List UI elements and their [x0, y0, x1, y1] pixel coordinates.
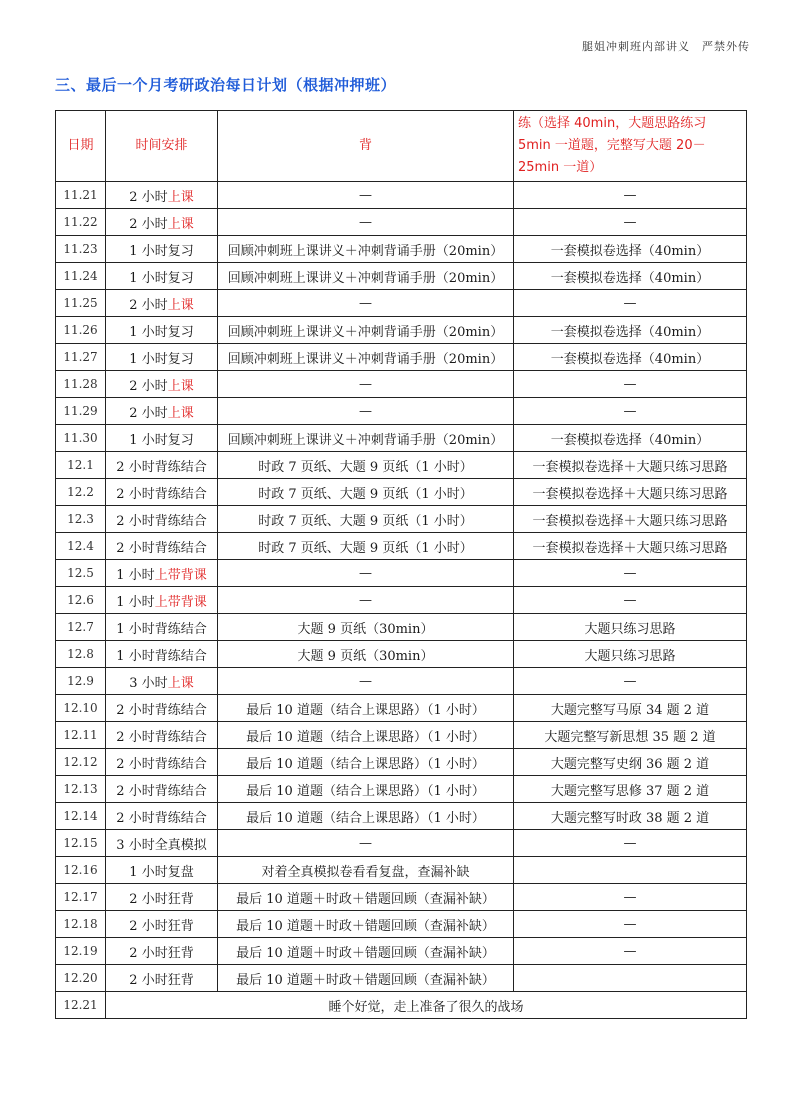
lian-cell: —	[514, 209, 747, 236]
date-cell: 11.22	[56, 209, 106, 236]
time-text: 1 小时复盘	[129, 864, 194, 880]
date-cell: 12.12	[56, 749, 106, 776]
table-row	[56, 938, 747, 965]
bei-cell: —	[218, 371, 514, 398]
table-row	[56, 344, 747, 371]
table-row	[56, 506, 747, 533]
time-highlight: 上课	[167, 405, 194, 421]
time-highlight: 上课	[167, 297, 194, 313]
time-text: 1 小时复习	[129, 351, 194, 367]
lian-cell: —	[514, 560, 747, 587]
bei-cell: 回顾冲刺班上课讲义＋冲刺背诵手册（20min）	[218, 317, 514, 344]
time-cell	[106, 803, 218, 830]
table-row	[56, 452, 747, 479]
date-cell: 12.6	[56, 587, 106, 614]
date-cell: 11.30	[56, 425, 106, 452]
bei-cell: 最后 10 道题（结合上课思路）（1 小时）	[218, 722, 514, 749]
time-cell	[106, 425, 218, 452]
time-text: 2 小时背练结合	[116, 486, 207, 502]
table-row	[56, 425, 747, 452]
bei-cell: —	[218, 398, 514, 425]
time-cell	[106, 641, 218, 668]
table-row	[56, 884, 747, 911]
date-cell: 12.2	[56, 479, 106, 506]
bei-cell: —	[218, 587, 514, 614]
table-row	[56, 776, 747, 803]
time-text: 1 小时	[116, 594, 155, 610]
time-cell	[106, 830, 218, 857]
lian-cell: 一套模拟卷选择（40min）	[514, 425, 747, 452]
time-cell	[106, 884, 218, 911]
schedule-table	[55, 110, 747, 1019]
bei-cell: 最后 10 道题＋时政＋错题回顾（查漏补缺）	[218, 938, 514, 965]
date-cell: 12.5	[56, 560, 106, 587]
time-text: 2 小时	[129, 189, 168, 205]
lian-cell: —	[514, 290, 747, 317]
lian-cell: 一套模拟卷选择（40min）	[514, 317, 747, 344]
date-cell: 12.19	[56, 938, 106, 965]
time-text: 1 小时	[116, 567, 155, 583]
table-row	[56, 479, 747, 506]
lian-cell: 大题完整写马原 34 题 2 道	[514, 695, 747, 722]
date-cell: 12.10	[56, 695, 106, 722]
time-cell	[106, 614, 218, 641]
time-cell	[106, 965, 218, 992]
time-cell	[106, 911, 218, 938]
time-text: 2 小时	[129, 216, 168, 232]
date-cell: 12.11	[56, 722, 106, 749]
table-row	[56, 209, 747, 236]
date-cell: 12.20	[56, 965, 106, 992]
bei-cell: 最后 10 道题＋时政＋错题回顾（查漏补缺）	[218, 884, 514, 911]
date-cell: 12.21	[56, 992, 106, 1019]
bei-cell: 最后 10 道题（结合上课思路）（1 小时）	[218, 803, 514, 830]
lian-cell: 一套模拟卷选择＋大题只练习思路	[514, 479, 747, 506]
time-cell	[106, 857, 218, 884]
time-cell	[106, 587, 218, 614]
table-row	[56, 236, 747, 263]
time-text: 1 小时背练结合	[116, 621, 207, 637]
lian-cell: 一套模拟卷选择＋大题只练习思路	[514, 506, 747, 533]
bei-cell: 时政 7 页纸、大题 9 页纸（1 小时）	[218, 479, 514, 506]
lian-cell: —	[514, 587, 747, 614]
date-cell: 12.15	[56, 830, 106, 857]
table-row	[56, 695, 747, 722]
time-text: 2 小时	[129, 297, 168, 313]
time-text: 2 小时狂背	[129, 972, 194, 988]
lian-cell: —	[514, 668, 747, 695]
table-row	[56, 722, 747, 749]
lian-cell: —	[514, 182, 747, 209]
time-cell	[106, 938, 218, 965]
bei-cell: —	[218, 560, 514, 587]
header-date: 日期	[56, 111, 106, 182]
bei-cell: 对着全真模拟卷看看复盘，查漏补缺	[218, 857, 514, 884]
lian-cell: 一套模拟卷选择（40min）	[514, 344, 747, 371]
time-cell	[106, 209, 218, 236]
date-cell: 12.9	[56, 668, 106, 695]
time-text: 2 小时狂背	[129, 945, 194, 961]
header-bei: 背	[218, 111, 514, 182]
time-text: 2 小时	[129, 378, 168, 394]
date-cell: 11.21	[56, 182, 106, 209]
time-cell	[106, 317, 218, 344]
bei-cell: 时政 7 页纸、大题 9 页纸（1 小时）	[218, 506, 514, 533]
time-cell	[106, 695, 218, 722]
lian-cell: —	[514, 371, 747, 398]
time-text: 1 小时复习	[129, 243, 194, 259]
final-note-cell: 睡个好觉，走上准备了很久的战场	[106, 992, 747, 1019]
time-cell	[106, 479, 218, 506]
time-text: 3 小时	[129, 675, 168, 691]
time-text: 2 小时	[129, 405, 168, 421]
lian-cell: 一套模拟卷选择＋大题只练习思路	[514, 533, 747, 560]
table-header-row	[56, 111, 747, 182]
table-row	[56, 263, 747, 290]
header-note: 腿姐冲刺班内部讲义 严禁外传	[582, 40, 750, 53]
time-text: 2 小时背练结合	[116, 540, 207, 556]
bei-cell: 时政 7 页纸、大题 9 页纸（1 小时）	[218, 452, 514, 479]
time-highlight: 上课	[167, 189, 194, 205]
time-text: 1 小时复习	[129, 324, 194, 340]
date-cell: 11.28	[56, 371, 106, 398]
table-row	[56, 911, 747, 938]
time-cell	[106, 749, 218, 776]
lian-cell: —	[514, 830, 747, 857]
bei-cell: 时政 7 页纸、大题 9 页纸（1 小时）	[218, 533, 514, 560]
time-text: 2 小时背练结合	[116, 702, 207, 718]
time-text: 2 小时背练结合	[116, 513, 207, 529]
date-cell: 12.16	[56, 857, 106, 884]
lian-cell: 大题完整写思修 37 题 2 道	[514, 776, 747, 803]
lian-cell	[514, 965, 747, 992]
time-cell	[106, 722, 218, 749]
time-cell	[106, 263, 218, 290]
date-cell: 11.27	[56, 344, 106, 371]
lian-cell: —	[514, 911, 747, 938]
time-cell	[106, 398, 218, 425]
date-cell: 11.24	[56, 263, 106, 290]
table-row	[56, 830, 747, 857]
time-text: 2 小时背练结合	[116, 459, 207, 475]
date-cell: 11.25	[56, 290, 106, 317]
lian-cell: —	[514, 884, 747, 911]
time-highlight: 上课	[167, 675, 194, 691]
time-text: 2 小时狂背	[129, 918, 194, 934]
bei-cell: 回顾冲刺班上课讲义＋冲刺背诵手册（20min）	[218, 344, 514, 371]
table-row	[56, 749, 747, 776]
time-cell	[106, 182, 218, 209]
date-cell: 11.26	[56, 317, 106, 344]
bei-cell: 回顾冲刺班上课讲义＋冲刺背诵手册（20min）	[218, 236, 514, 263]
bei-cell: 最后 10 道题（结合上课思路）（1 小时）	[218, 776, 514, 803]
table-row	[56, 290, 747, 317]
bei-cell: 最后 10 道题＋时政＋错题回顾（查漏补缺）	[218, 965, 514, 992]
date-cell: 12.13	[56, 776, 106, 803]
time-cell	[106, 776, 218, 803]
lian-cell: 一套模拟卷选择（40min）	[514, 236, 747, 263]
table-row	[56, 803, 747, 830]
time-text: 2 小时背练结合	[116, 729, 207, 745]
date-cell: 12.17	[56, 884, 106, 911]
time-cell	[106, 533, 218, 560]
time-cell	[106, 560, 218, 587]
date-cell: 12.14	[56, 803, 106, 830]
table-row	[56, 641, 747, 668]
table-row	[56, 587, 747, 614]
table-row	[56, 317, 747, 344]
table-row	[56, 533, 747, 560]
date-cell: 12.4	[56, 533, 106, 560]
lian-cell	[514, 857, 747, 884]
date-cell: 11.23	[56, 236, 106, 263]
bei-cell: —	[218, 668, 514, 695]
table-row	[56, 668, 747, 695]
table-row	[56, 965, 747, 992]
time-text: 2 小时背练结合	[116, 810, 207, 826]
bei-cell: 大题 9 页纸（30min）	[218, 641, 514, 668]
time-highlight: 上课	[167, 378, 194, 394]
time-cell	[106, 452, 218, 479]
table-row	[56, 182, 747, 209]
time-highlight: 上带背课	[154, 594, 207, 610]
time-cell	[106, 668, 218, 695]
date-cell: 11.29	[56, 398, 106, 425]
bei-cell: 最后 10 道题＋时政＋错题回顾（查漏补缺）	[218, 911, 514, 938]
date-cell: 12.18	[56, 911, 106, 938]
time-highlight: 上带背课	[154, 567, 207, 583]
lian-cell: 一套模拟卷选择（40min）	[514, 263, 747, 290]
date-cell: 12.1	[56, 452, 106, 479]
table-row	[56, 398, 747, 425]
time-text: 1 小时背练结合	[116, 648, 207, 664]
time-cell	[106, 344, 218, 371]
lian-cell: 一套模拟卷选择＋大题只练习思路	[514, 452, 747, 479]
time-cell	[106, 290, 218, 317]
time-text: 3 小时全真模拟	[116, 837, 207, 853]
lian-cell: —	[514, 938, 747, 965]
lian-cell: 大题只练习思路	[514, 641, 747, 668]
bei-cell: —	[218, 209, 514, 236]
bei-cell: —	[218, 182, 514, 209]
time-cell	[106, 236, 218, 263]
bei-cell: 回顾冲刺班上课讲义＋冲刺背诵手册（20min）	[218, 263, 514, 290]
lian-cell: 大题只练习思路	[514, 614, 747, 641]
time-text: 1 小时复习	[129, 432, 194, 448]
table-body	[56, 182, 747, 1019]
table-row	[56, 371, 747, 398]
date-cell: 12.8	[56, 641, 106, 668]
table-row-final	[56, 992, 747, 1019]
bei-cell: —	[218, 290, 514, 317]
header-time: 时间安排	[106, 111, 218, 182]
date-cell: 12.3	[56, 506, 106, 533]
lian-cell: 大题完整写时政 38 题 2 道	[514, 803, 747, 830]
time-text: 2 小时背练结合	[116, 756, 207, 772]
time-cell	[106, 371, 218, 398]
table-row	[56, 857, 747, 884]
header-lian: 练（选择 40min，大题思路练习 5min 一道题，完整写大题 20－25min 一道）	[514, 111, 747, 182]
lian-cell: 大题完整写新思想 35 题 2 道	[514, 722, 747, 749]
table-row	[56, 614, 747, 641]
date-cell: 12.7	[56, 614, 106, 641]
bei-cell: 回顾冲刺班上课讲义＋冲刺背诵手册（20min）	[218, 425, 514, 452]
time-highlight: 上课	[167, 216, 194, 232]
time-text: 2 小时狂背	[129, 891, 194, 907]
bei-cell: 大题 9 页纸（30min）	[218, 614, 514, 641]
time-cell	[106, 506, 218, 533]
time-text: 2 小时背练结合	[116, 783, 207, 799]
section-title: 三、最后一个月考研政治每日计划（根据冲押班）	[55, 76, 397, 94]
bei-cell: 最后 10 道题（结合上课思路）（1 小时）	[218, 749, 514, 776]
bei-cell: 最后 10 道题（结合上课思路）（1 小时）	[218, 695, 514, 722]
table-row	[56, 560, 747, 587]
time-text: 1 小时复习	[129, 270, 194, 286]
lian-cell: 大题完整写史纲 36 题 2 道	[514, 749, 747, 776]
bei-cell: —	[218, 830, 514, 857]
lian-cell: —	[514, 398, 747, 425]
